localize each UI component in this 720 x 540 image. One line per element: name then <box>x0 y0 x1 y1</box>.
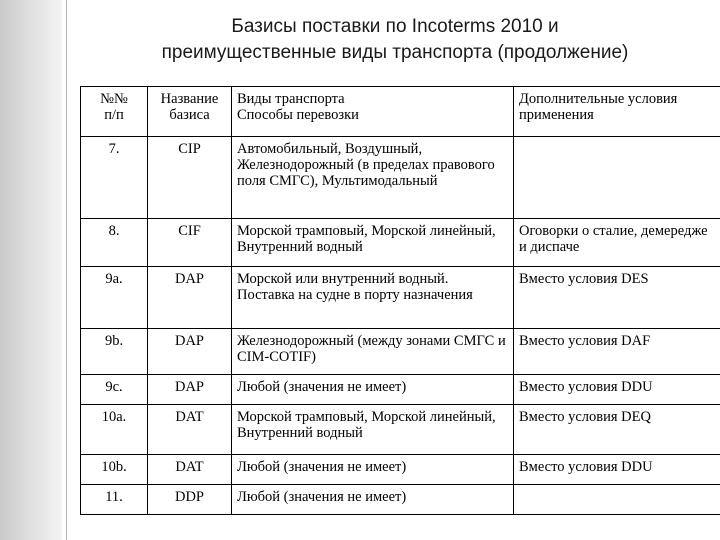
row-basis: DAP <box>148 329 232 375</box>
table-row <box>81 405 720 455</box>
row-transport: Автомобильный, Воздушный, Железнодорожный (в пределах правового поля СМГС), Мультимодальный <box>232 137 514 219</box>
row-num: 10a. <box>81 405 148 455</box>
table-row <box>81 329 720 375</box>
table-row <box>81 137 720 219</box>
header-num-line1: №№ <box>100 91 128 107</box>
row-transport: Морской трамповый, Морской линейный, Внутренний водный <box>232 219 514 267</box>
slide-title-line1: Базисы поставки по Incoterms 2010 и <box>231 16 559 37</box>
header-transport <box>232 87 514 137</box>
header-transport-line1: Виды транспорта <box>237 91 345 107</box>
row-conditions: Вместо условия DAF <box>514 329 720 375</box>
header-transport-line2: Способы перевозки <box>237 107 359 123</box>
header-basis-line2: базиса <box>169 107 210 123</box>
slide-title <box>70 14 720 66</box>
row-basis: DAT <box>148 455 232 485</box>
header-basis <box>148 87 232 137</box>
table-row <box>81 267 720 329</box>
header-conditions-line1: Дополнительные условия <box>519 91 678 107</box>
row-basis: DAP <box>148 375 232 405</box>
incoterms-table <box>80 86 720 515</box>
row-num: 9c. <box>81 375 148 405</box>
row-num: 8. <box>81 219 148 267</box>
decorative-left-rule <box>66 0 67 540</box>
header-num <box>81 87 148 137</box>
row-transport: Любой (значения не имеет) <box>232 455 514 485</box>
row-transport: Железнодорожный (между зонами СМГС и CIM-COTIF) <box>232 329 514 375</box>
row-conditions: Вместо условия DES <box>514 267 720 329</box>
table-row <box>81 375 720 405</box>
row-conditions: Вместо условия DDU <box>514 375 720 405</box>
row-transport: Любой (значения не имеет) <box>232 485 514 515</box>
row-transport: Любой (значения не имеет) <box>232 375 514 405</box>
header-conditions-line2: применения <box>519 107 594 123</box>
row-conditions <box>514 485 720 515</box>
row-basis: DAT <box>148 405 232 455</box>
row-conditions <box>514 137 720 219</box>
row-num: 11. <box>81 485 148 515</box>
header-basis-line1: Название <box>160 91 219 107</box>
table-row <box>81 219 720 267</box>
header-conditions <box>514 87 720 137</box>
table-row <box>81 485 720 515</box>
row-basis: DAP <box>148 267 232 329</box>
row-conditions: Вместо условия DEQ <box>514 405 720 455</box>
slide-title-line2: преимущественные виды транспорта (продолжение) <box>161 42 629 63</box>
row-conditions: Оговорки о сталие, демередже и диспаче <box>514 219 720 267</box>
row-basis: CIF <box>148 219 232 267</box>
row-num: 9b. <box>81 329 148 375</box>
row-basis: CIP <box>148 137 232 219</box>
decorative-left-band <box>0 0 62 540</box>
row-num: 9a. <box>81 267 148 329</box>
row-transport: Морской трамповый, Морской линейный, Внутренний водный <box>232 405 514 455</box>
table-header-row <box>81 87 720 137</box>
row-num: 7. <box>81 137 148 219</box>
row-basis: DDP <box>148 485 232 515</box>
row-conditions: Вместо условия DDU <box>514 455 720 485</box>
row-transport: Морской или внутренний водный. Поставка на судне в порту назначения <box>232 267 514 329</box>
header-num-line2: п/п <box>104 107 124 123</box>
row-num: 10b. <box>81 455 148 485</box>
table-row <box>81 455 720 485</box>
